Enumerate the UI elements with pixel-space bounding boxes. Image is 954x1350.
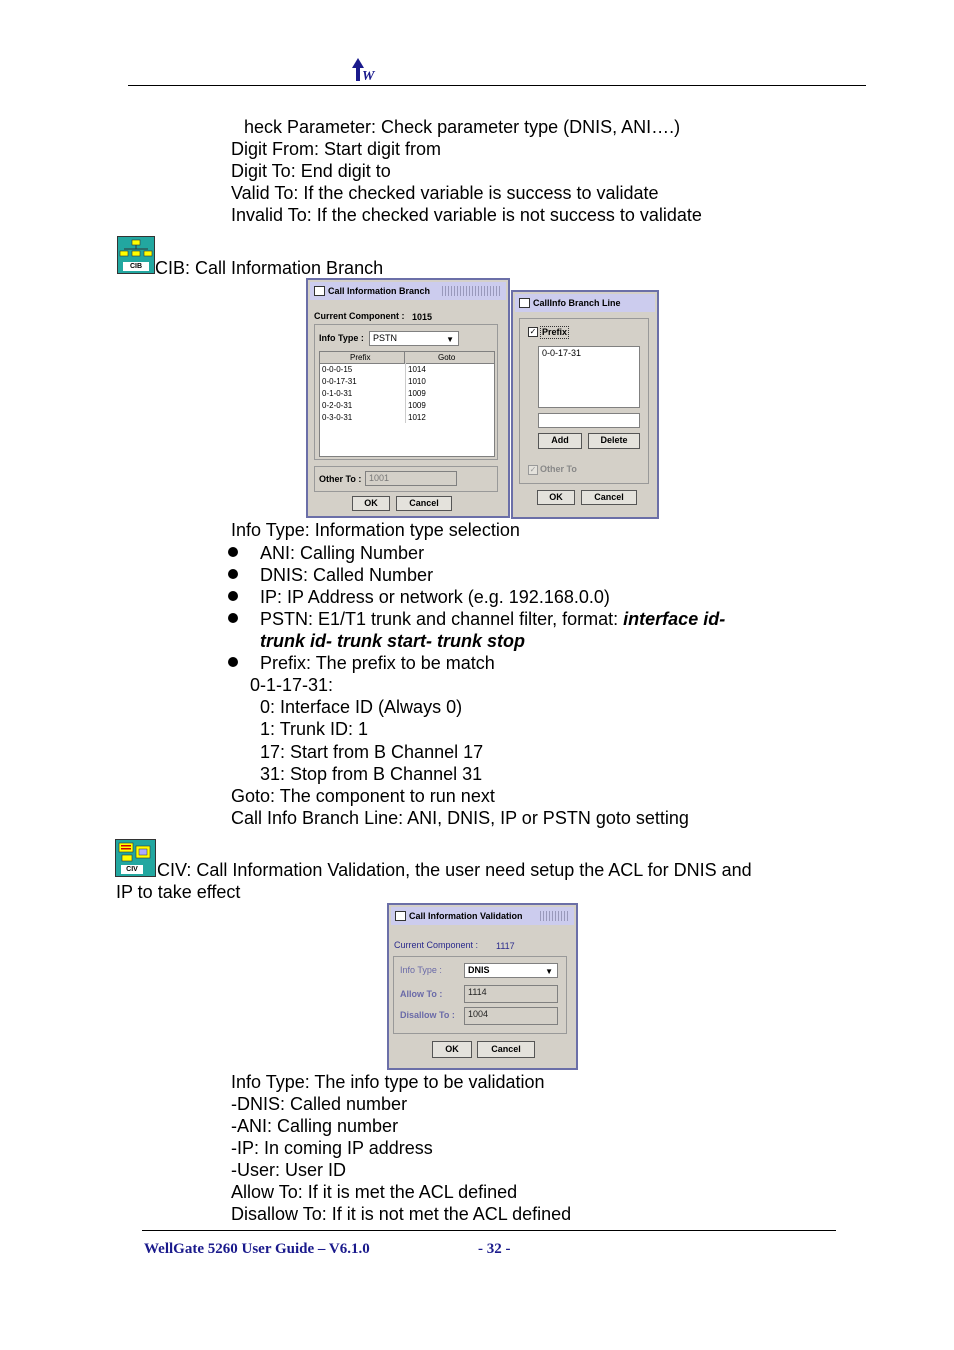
intro-line: Digit From: Start digit from: [231, 139, 442, 159]
civ-line: Info Type: The info type to be validation: [231, 1072, 545, 1092]
bullet-icon: [228, 591, 238, 601]
civ-line: -DNIS: Called number: [231, 1094, 408, 1114]
bullet-icon: [228, 569, 238, 579]
cancel-button[interactable]: Cancel: [477, 1041, 535, 1058]
intro-line: heck Parameter: Check parameter type (DNIS, ANI….): [244, 117, 681, 137]
delete-button[interactable]: Delete: [588, 433, 640, 449]
other-to-panel: [314, 466, 498, 492]
civ-dialog: [387, 903, 578, 1070]
cancel-button[interactable]: Cancel: [581, 490, 637, 505]
civ-heading-cont: IP to take effect: [116, 882, 241, 902]
allow-to-field[interactable]: 1114: [464, 985, 558, 1003]
chevron-down-icon: ▼: [545, 967, 553, 976]
disallow-to-field[interactable]: 1004: [464, 1007, 558, 1025]
current-component-value: 1117: [496, 941, 515, 951]
logo-icon: [348, 56, 380, 82]
other-to-field[interactable]: 1001: [365, 471, 457, 486]
civ-line: Allow To: If it is met the ACL defined: [231, 1182, 518, 1202]
info-type-select[interactable]: PSTN ▼: [369, 331, 459, 346]
cib-line-dialog-title[interactable]: CallInfo Branch Line: [515, 294, 655, 312]
table-header: Prefix Goto: [320, 352, 494, 364]
other-to-label: Other To :: [319, 474, 362, 484]
goto-line: Goto: The component to run next: [231, 786, 495, 806]
cancel-button[interactable]: Cancel: [396, 496, 452, 511]
disallow-to-label: Disallow To :: [400, 1010, 455, 1020]
ok-button[interactable]: OK: [432, 1041, 472, 1058]
example-title: 0-1-17-31:: [250, 675, 334, 695]
example-line: 1: Trunk ID: 1: [260, 719, 369, 739]
civ-icon: CIV: [115, 839, 156, 877]
prefix-input[interactable]: [538, 413, 640, 428]
info-type-label: Info Type :: [319, 333, 364, 343]
bullet-icon: [228, 547, 238, 557]
current-component-label: Current Component :: [394, 940, 479, 950]
info-type-line: Info Type: Information type selection: [231, 520, 520, 540]
table-row[interactable]: 0-0-17-31 1010: [322, 377, 426, 386]
footer-rule: [142, 1230, 836, 1231]
prefix-label: Prefix: [542, 327, 568, 337]
cib-line-dialog: [511, 290, 659, 519]
info-type-label: Info Type :: [400, 965, 442, 975]
svg-text:W: W: [362, 69, 375, 82]
example-line: 0: Interface ID (Always 0): [260, 697, 463, 717]
civ-line: -ANI: Calling number: [231, 1116, 399, 1136]
bullet-item: Prefix: The prefix to be match: [260, 653, 495, 673]
branch-line: Call Info Branch Line: ANI, DNIS, IP or PSTN goto setting: [231, 808, 689, 828]
current-component-label: Current Component :: [314, 311, 405, 321]
chevron-down-icon: ▼: [446, 335, 454, 344]
prefix-checkbox[interactable]: ✓: [529, 327, 537, 336]
cib-icon: CIB: [117, 236, 155, 274]
bullet-item: DNIS: Called Number: [260, 565, 434, 585]
footer-guide: WellGate 5260 User Guide – V6.1.0: [144, 1241, 370, 1257]
civ-line: Disallow To: If it is not met the ACL defined: [231, 1204, 572, 1224]
allow-to-label: Allow To :: [400, 989, 443, 999]
other-to-checkbox[interactable]: ✓: [529, 465, 537, 474]
table-row[interactable]: 0-3-0-31 1012: [322, 413, 426, 422]
pstn-format-part2: trunk id- trunk start- trunk stop: [260, 631, 525, 651]
table-row[interactable]: 0-1-0-31 1009: [322, 389, 426, 398]
bullet-icon: [228, 657, 238, 667]
prefix-table[interactable]: [319, 351, 495, 457]
info-type-select[interactable]: DNIS ▼: [464, 963, 558, 978]
current-component-value: 1015: [412, 312, 433, 322]
cib-dialog: [306, 278, 510, 518]
intro-line: Digit To: End digit to: [231, 161, 391, 181]
bullet-icon: [228, 613, 238, 623]
info-type-panel: [314, 324, 498, 460]
add-button[interactable]: Add: [538, 433, 582, 449]
cib-dialog-title[interactable]: Call Information Branch: [310, 282, 506, 300]
pstn-format-part1: interface id-: [623, 609, 726, 629]
civ-dialog-title[interactable]: Call Information Validation: [391, 907, 574, 925]
civ-heading: CIV: Call Information Validation, the user need setup the ACL for DNIS and: [157, 860, 752, 880]
table-row[interactable]: 0-2-0-31 1009: [322, 401, 426, 410]
prefix-list[interactable]: 0-0-17-31: [538, 346, 640, 408]
prefix-panel: [519, 318, 649, 484]
header-logo: [348, 56, 380, 82]
civ-line: -User: User ID: [231, 1160, 347, 1180]
ok-button[interactable]: OK: [537, 490, 575, 505]
example-line: 17: Start from B Channel 17: [260, 742, 484, 762]
ok-button[interactable]: OK: [352, 496, 390, 511]
cib-heading: CIB: Call Information Branch: [155, 258, 384, 278]
bullet-item: PSTN: E1/T1 trunk and channel filter, format: interface id-: [260, 609, 726, 629]
bullet-item: IP: IP Address or network (e.g. 192.168.0.0): [260, 587, 610, 607]
intro-line: Invalid To: If the checked variable is not success to validate: [231, 205, 702, 225]
intro-line: Valid To: If the checked variable is success to validate: [231, 183, 659, 203]
table-row[interactable]: 0-0-0-15 1014: [322, 365, 426, 374]
other-to-check-label: Other To: [540, 464, 577, 474]
header-rule: [128, 85, 866, 86]
civ-fields-panel: [393, 956, 567, 1034]
bullet-item: ANI: Calling Number: [260, 543, 425, 563]
civ-line: -IP: In coming IP address: [231, 1138, 433, 1158]
example-line: 31: Stop from B Channel 31: [260, 764, 483, 784]
footer-page: - 32 -: [478, 1241, 511, 1257]
